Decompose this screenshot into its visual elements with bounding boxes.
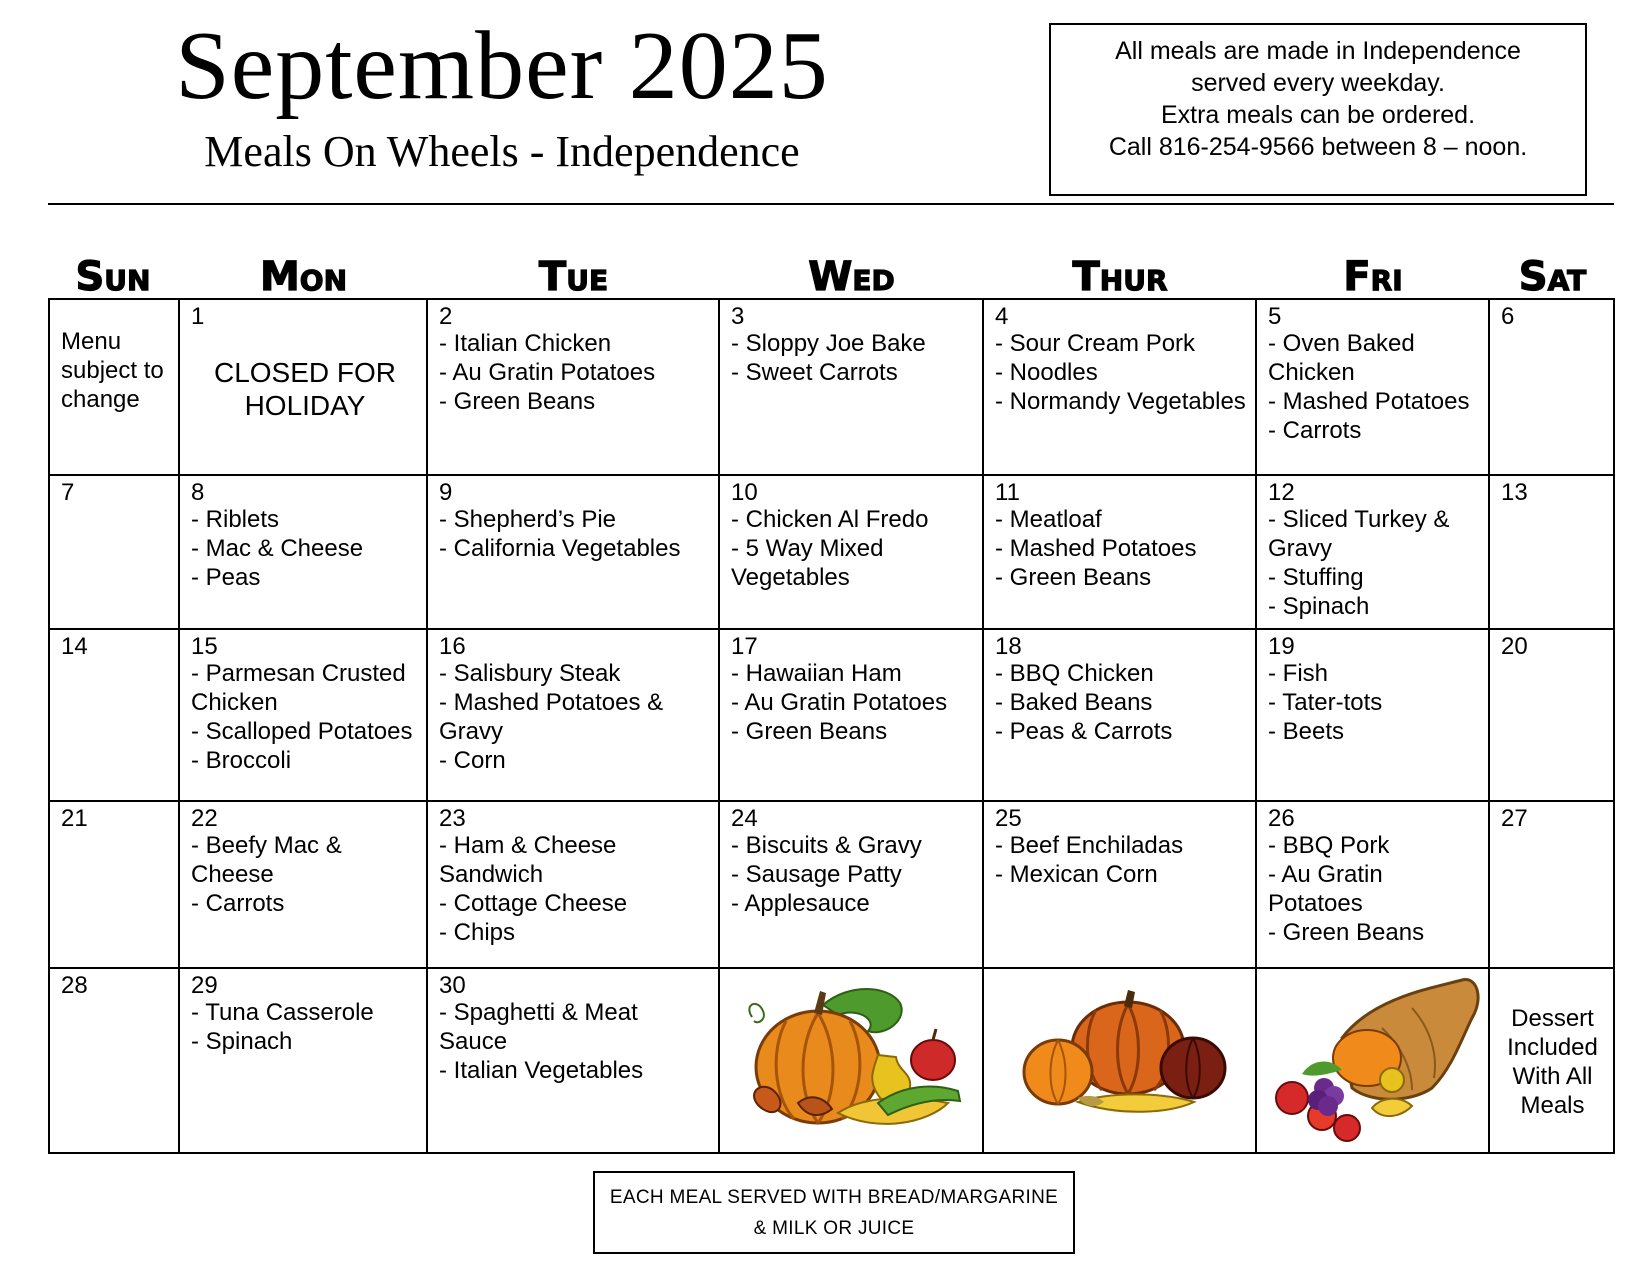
calendar-day-cell-tue bbox=[428, 802, 718, 967]
menu-item: - Green Beans bbox=[995, 564, 1152, 591]
menu-item: - Green Beans bbox=[439, 388, 596, 415]
menu-item: - Noodles bbox=[995, 359, 1098, 386]
menu-item: - Scalloped Potatoes bbox=[191, 718, 413, 745]
day-number: 3 bbox=[731, 303, 745, 330]
menu-item: - Beets bbox=[1268, 718, 1345, 745]
calendar-day-cell-sun bbox=[50, 476, 178, 628]
menu-item: - Sour Cream Pork bbox=[995, 330, 1196, 357]
menu-item: - Broccoli bbox=[191, 747, 292, 774]
calendar-day-cell-tue bbox=[428, 630, 718, 800]
calendar-day-cell-wed bbox=[720, 300, 982, 474]
menu-item: - Parmesan Crusted Chicken bbox=[191, 660, 406, 716]
day-header-mon: Mon bbox=[259, 254, 348, 300]
day-header-tue: Tue bbox=[538, 254, 609, 300]
page-subtitle: Meals On Wheels - Independence bbox=[204, 127, 800, 176]
day-number: 11 bbox=[995, 479, 1020, 506]
menu-item: - Mashed Potatoes & Gravy bbox=[439, 689, 664, 745]
menu-item: - Beef Enchiladas bbox=[995, 832, 1184, 859]
footer-note bbox=[593, 1171, 1075, 1254]
menu-item: - Au Gratin Potatoes bbox=[1268, 861, 1383, 917]
menu-item: - Oven Baked Chicken bbox=[1268, 330, 1415, 386]
menu-item: - BBQ Chicken bbox=[995, 660, 1154, 687]
info-line: Call 816-254-9566 between 8 – noon. bbox=[1108, 133, 1528, 161]
day-number: 1 bbox=[191, 303, 205, 330]
day-number: 30 bbox=[439, 972, 466, 999]
menu-item: - Biscuits & Gravy bbox=[731, 832, 922, 859]
calendar-day-cell-sat bbox=[1490, 802, 1615, 967]
calendar-day-cell-mon bbox=[180, 476, 426, 628]
calendar-day-cell-tue bbox=[428, 969, 718, 1154]
holiday-note: CLOSED FOR HOLIDAY bbox=[213, 357, 397, 421]
calendar-day-cell-thur bbox=[984, 802, 1255, 967]
calendar-day-cell-sat bbox=[1490, 476, 1615, 628]
calendar-day-cell-thur bbox=[984, 476, 1255, 628]
menu-item: - Sweet Carrots bbox=[731, 359, 898, 386]
day-header-wed: Wed bbox=[808, 254, 895, 300]
day-number: 17 bbox=[731, 633, 758, 660]
menu-item: - 5 Way Mixed Vegetables bbox=[731, 535, 884, 591]
menu-item: - Spinach bbox=[1268, 593, 1370, 620]
calendar-day-cell-fri bbox=[1257, 630, 1488, 800]
day-header-fri: Fri bbox=[1343, 254, 1403, 300]
menu-subject-note: Menu subject to change bbox=[61, 328, 164, 413]
menu-item: - Spaghetti & Meat Sauce bbox=[439, 999, 638, 1055]
page-title: September 2025 bbox=[175, 12, 829, 120]
menu-item: - Italian Chicken bbox=[439, 330, 612, 357]
menu-item: - Beefy Mac & Cheese bbox=[191, 832, 342, 888]
info-line: Extra meals can be ordered. bbox=[1160, 101, 1476, 129]
menu-item: - Normandy Vegetables bbox=[995, 388, 1246, 415]
calendar-day-cell-sat bbox=[1490, 630, 1615, 800]
menu-item: - BBQ Pork bbox=[1268, 832, 1390, 859]
calendar-day-cell-sat bbox=[1490, 300, 1615, 474]
day-header-sat: Sat bbox=[1518, 254, 1587, 300]
calendar-day-cell-sun bbox=[50, 630, 178, 800]
menu-item: - Mashed Potatoes bbox=[995, 535, 1197, 562]
menu-item: - Ham & Cheese Sandwich bbox=[439, 832, 617, 888]
menu-item: - Italian Vegetables bbox=[439, 1057, 644, 1084]
calendar-day-cell-wed bbox=[720, 476, 982, 628]
menu-item: - Au Gratin Potatoes bbox=[731, 689, 948, 716]
day-number: 13 bbox=[1501, 479, 1528, 506]
menu-item: - California Vegetables bbox=[439, 535, 681, 562]
menu-item: - Peas & Carrots bbox=[995, 718, 1173, 745]
calendar-day-cell-wed bbox=[720, 802, 982, 967]
day-number: 12 bbox=[1268, 479, 1295, 506]
calendar-day-cell-mon bbox=[180, 802, 426, 967]
day-number: 2 bbox=[439, 303, 453, 330]
calendar-day-cell-mon bbox=[180, 969, 426, 1154]
day-number: 29 bbox=[191, 972, 218, 999]
day-number: 25 bbox=[995, 805, 1022, 832]
day-number: 8 bbox=[191, 479, 205, 506]
menu-item: - Chicken Al Fredo bbox=[731, 506, 929, 533]
menu-item: - Mashed Potatoes bbox=[1268, 388, 1470, 415]
menu-item: - Sliced Turkey & Gravy bbox=[1268, 506, 1450, 562]
day-number: 20 bbox=[1501, 633, 1528, 660]
calendar-day-cell-sun bbox=[50, 969, 178, 1154]
day-number: 15 bbox=[191, 633, 218, 660]
menu-item: - Tater-tots bbox=[1268, 689, 1383, 716]
footer-line: EACH MEAL SERVED WITH BREAD/MARGARINE bbox=[609, 1187, 1059, 1208]
calendar-day-cell-fri bbox=[1257, 802, 1488, 967]
day-number: 16 bbox=[439, 633, 466, 660]
calendar-day-cell-mon bbox=[180, 630, 426, 800]
menu-item: - Au Gratin Potatoes bbox=[439, 359, 656, 386]
day-number: 21 bbox=[61, 805, 88, 832]
menu-item: - Applesauce bbox=[731, 890, 870, 917]
day-number: 22 bbox=[191, 805, 218, 832]
menu-item: - Cottage Cheese bbox=[439, 890, 628, 917]
calendar-day-cell-tue bbox=[428, 476, 718, 628]
day-number bbox=[61, 300, 170, 329]
menu-item: - Sausage Patty bbox=[731, 861, 902, 888]
menu-item: - Tuna Casserole bbox=[191, 999, 374, 1026]
menu-item: - Spinach bbox=[191, 1028, 293, 1055]
menu-item: - Corn bbox=[439, 747, 506, 774]
menu-item: - Carrots bbox=[191, 890, 285, 917]
menu-item: - Shepherd’s Pie bbox=[439, 506, 616, 533]
footer-line: & MILK OR JUICE bbox=[753, 1218, 915, 1239]
menu-item: - Fish bbox=[1268, 660, 1328, 687]
menu-item: - Salisbury Steak bbox=[439, 660, 621, 687]
info-line: All meals are made in Independence bbox=[1115, 37, 1521, 65]
day-number: 6 bbox=[1501, 303, 1515, 330]
calendar-day-cell-wed bbox=[720, 630, 982, 800]
day-number: 24 bbox=[731, 805, 758, 832]
calendar-day-cell-fri bbox=[1257, 476, 1488, 628]
calendar-day-cell-tue bbox=[428, 300, 718, 474]
cornucopia-icon bbox=[1262, 978, 1487, 1150]
day-number: 4 bbox=[995, 303, 1009, 330]
menu-item: - Carrots bbox=[1268, 417, 1362, 444]
calendar-day-cell-thur bbox=[984, 630, 1255, 800]
menu-item: - Baked Beans bbox=[995, 689, 1153, 716]
day-number: 7 bbox=[61, 479, 75, 506]
info-box bbox=[1049, 23, 1587, 196]
menu-item: - Mac & Cheese bbox=[191, 535, 364, 562]
day-number: 5 bbox=[1268, 303, 1282, 330]
menu-item: - Sloppy Joe Bake bbox=[731, 330, 926, 357]
menu-item: - Peas bbox=[191, 564, 261, 591]
day-header-sun: Sun bbox=[75, 254, 151, 300]
calendar-day-cell-fri bbox=[1257, 300, 1488, 474]
menu-item: - Chips bbox=[439, 919, 516, 946]
dessert-note: Dessert Included With All Meals bbox=[1507, 1005, 1598, 1119]
menu-item: - Hawaiian Ham bbox=[731, 660, 902, 687]
pumpkin-pear-harvest-icon bbox=[728, 985, 978, 1140]
pumpkins-corn-icon bbox=[1018, 990, 1228, 1125]
day-header-thur: Thur bbox=[1072, 254, 1168, 300]
menu-item: - Riblets bbox=[191, 506, 280, 533]
day-number: 23 bbox=[439, 805, 466, 832]
day-number: 26 bbox=[1268, 805, 1295, 832]
menu-item: - Meatloaf bbox=[995, 506, 1102, 533]
day-number: 27 bbox=[1501, 805, 1528, 832]
day-number: 28 bbox=[61, 972, 88, 999]
day-number bbox=[1501, 969, 1607, 998]
menu-item: - Stuffing bbox=[1268, 564, 1364, 591]
day-number: 14 bbox=[61, 633, 88, 660]
day-number: 18 bbox=[995, 633, 1022, 660]
menu-item: - Green Beans bbox=[731, 718, 888, 745]
menu-item: - Green Beans bbox=[1268, 919, 1425, 946]
header-divider bbox=[48, 203, 1614, 205]
day-number: 10 bbox=[731, 479, 758, 506]
menu-item: - Mexican Corn bbox=[995, 861, 1158, 888]
calendar-day-cell-sun bbox=[50, 802, 178, 967]
info-line: served every weekday. bbox=[1191, 69, 1445, 97]
day-number: 19 bbox=[1268, 633, 1295, 660]
day-number: 9 bbox=[439, 479, 453, 506]
calendar-day-cell-thur bbox=[984, 300, 1255, 474]
